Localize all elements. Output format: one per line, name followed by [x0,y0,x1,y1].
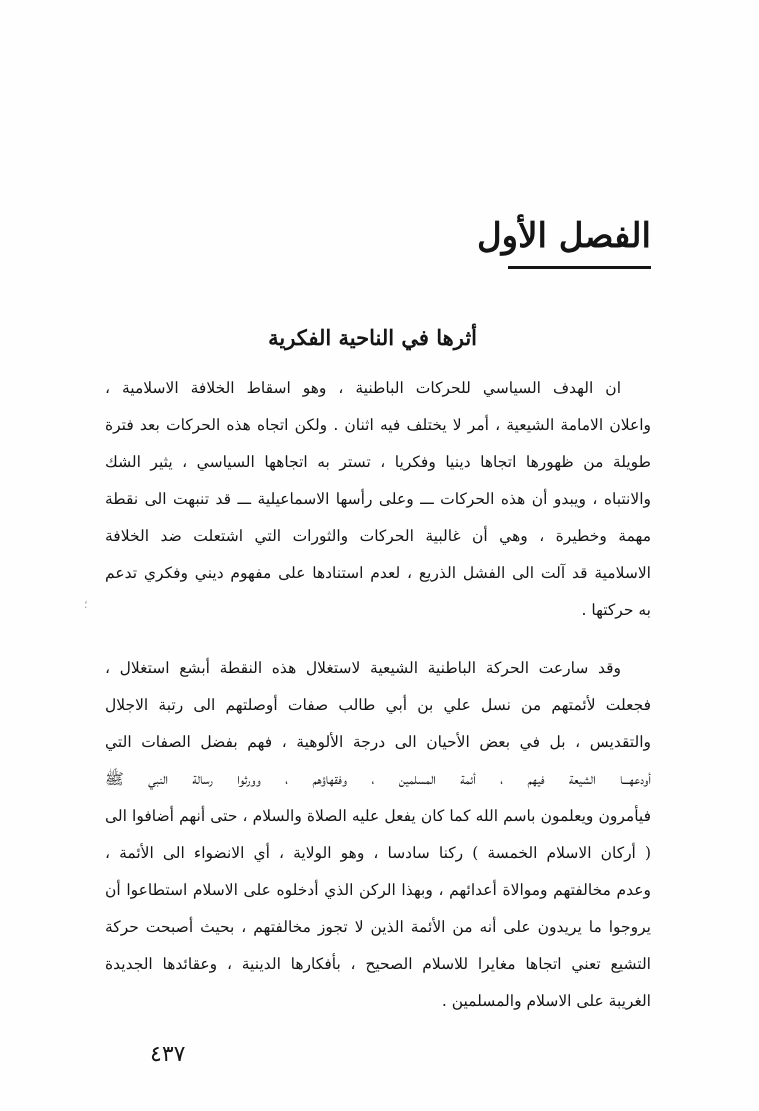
chapter-heading-underline [508,266,651,269]
text-line: واعلان الامامة الشيعية ، أمر لا يختلف فيه اثنان . ولكن اتجاه هذه الحركات بعد فترة [105,416,651,434]
margin-mark: ؛ [84,598,88,611]
text-line: أودعهـــا الشيعة فيهم ، أئمة المسلمين ، وفقهاؤهم ، وورثوا رسالة النبي ﷺ [105,770,651,788]
page-number: ٤٣٧ [150,1042,186,1067]
text-line: وعدم مخالفتهم وموالاة أعدائهم ، وبهذا الركن الذي أدخلوه على الاسلام استطاعوا أن [105,881,651,899]
text-line: فيأمرون ويعلمون باسم الله كما كان يفعل عليه الصلاة والسلام ، حتى أنهم أضافوا الى [105,807,651,825]
body-paragraph-1 [105,370,651,629]
text-line: طويلة من ظهورها اتجاها دينيا وفكريا ، تستر به اتجاهها السياسي ، يثير الشك [105,453,651,471]
text-line: الاسلامية قد آلت الى الفشل الذريع ، لعدم استنادها على مفهوم ديني وفكري تدعم [105,564,651,582]
section-title: أثرها في الناحية الفكرية [268,325,477,350]
text-line: مهمة وخطيرة ، وهي أن غالبية الحركات والثورات التي اشتعلت ضد الخلافة [105,527,651,545]
text-line: يروجوا ما يريدون على أنه من الأئمة الذين لا تجوز مخالفتهم ، بحيث أصبحت حركة [105,918,651,936]
body-paragraph-2 [105,650,651,1020]
text-line: التشيع تعني اتجاها مغايرا للاسلام الصحيح ، بأفكارها الدينية ، وعقائدها الجديدة [105,955,651,973]
text-line: ان الهدف السياسي للحركات الباطنية ، وهو اسقاط الخلافة الاسلامية ، [105,379,621,397]
text-line: والتقديس ، بل في بعض الأحيان الى درجة الألوهية ، فهم بفضل الصفات التي [105,733,651,751]
chapter-heading: الفصل الأول [476,216,651,256]
text-line: به حركتها . [581,601,651,619]
text-line: وقد سارعت الحركة الباطنية الشيعية لاستغلال هذه النقطة أبشع استغلال ، [105,659,621,677]
text-line: الغريبة على الاسلام والمسلمين . [441,992,651,1010]
text-line: ( أركان الاسلام الخمسة ) ركنا سادسا ، وهو الولاية ، أي الانضواء الى الأئمة ، [105,844,651,862]
text-line: فجعلت لأئمتهم من نسل علي بن أبي طالب صفات أوصلتهم الى رتبة الاجلال [105,696,651,714]
text-line: والانتباه ، ويبدو أن هذه الحركات ـــ وعلى رأسها الاسماعيلية ـــ قد تنبهت الى نقطة [105,490,651,508]
